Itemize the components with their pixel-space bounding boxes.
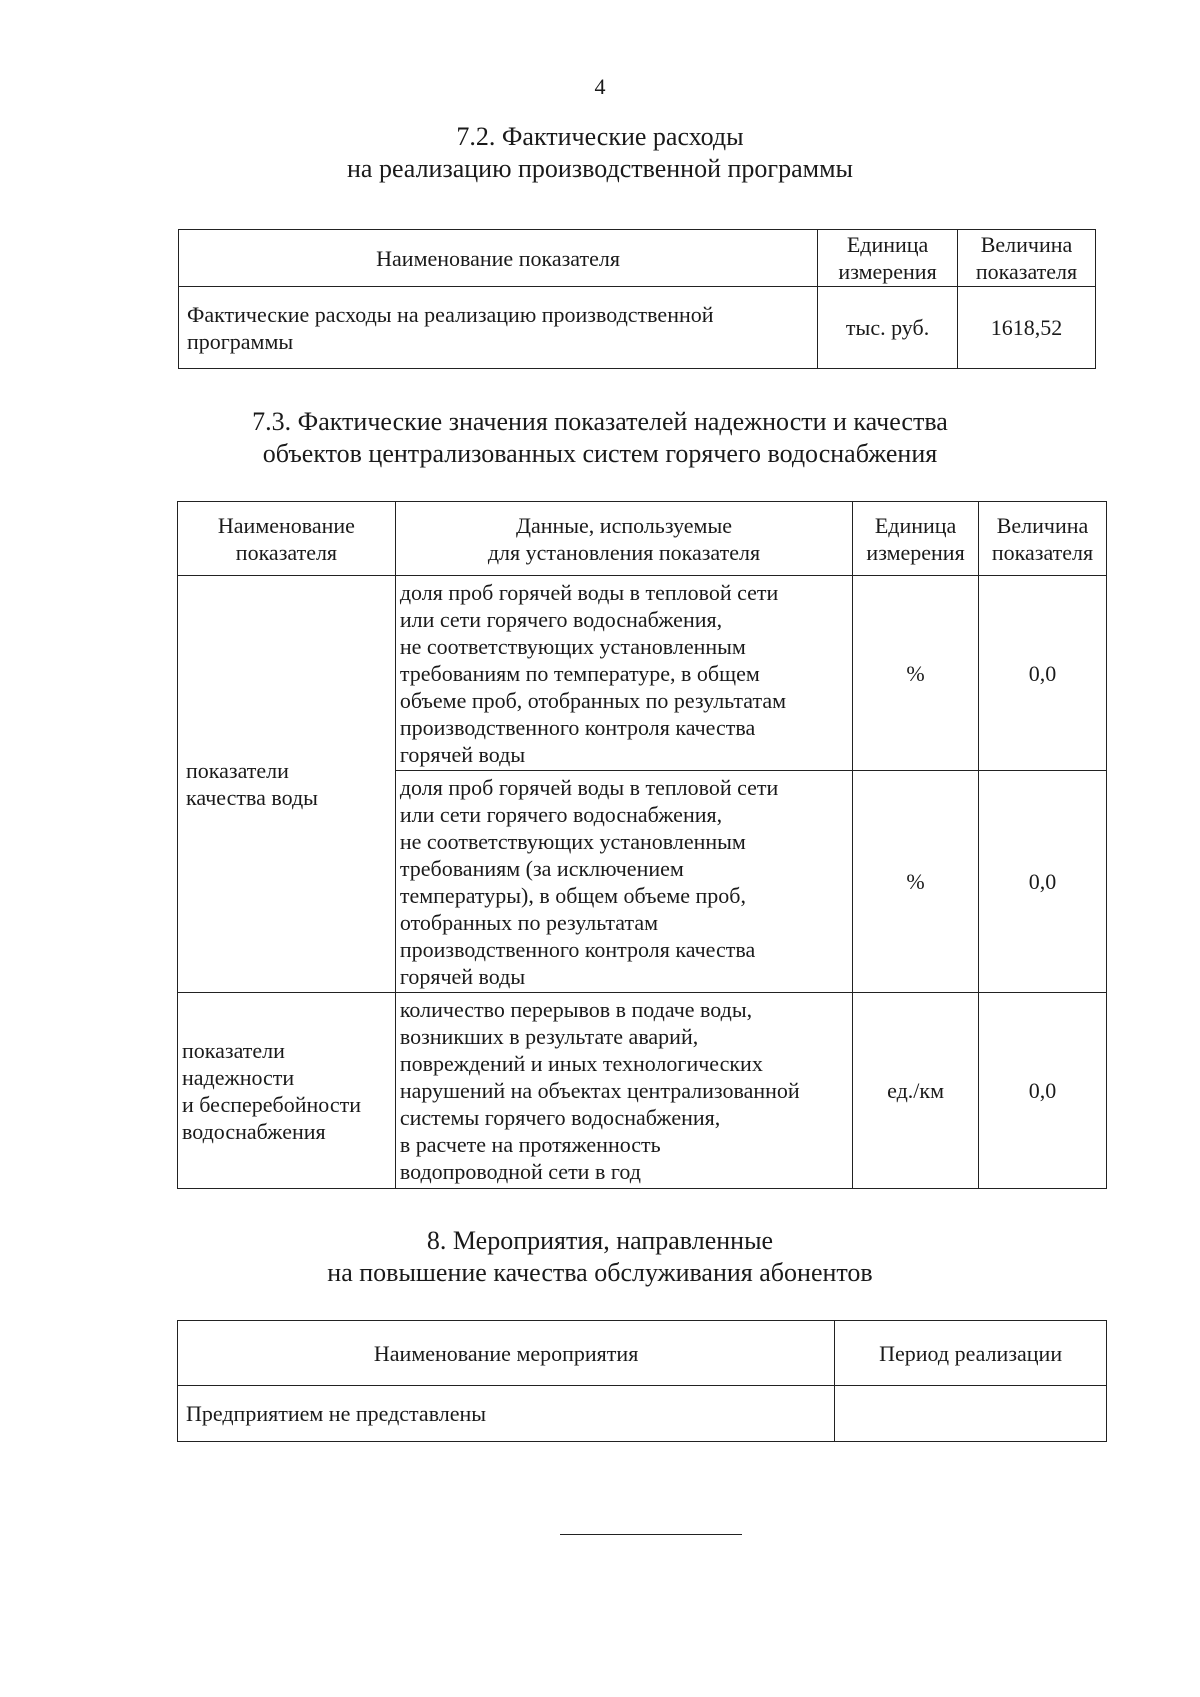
row3-line: в расчете на протяженность xyxy=(399,1132,661,1157)
row1-line: требованиям по температуре, в общем xyxy=(399,660,760,686)
row1-line: горячей воды xyxy=(399,741,526,767)
section-7-3-title-line2: объектов централизованных систем горячего водоснабжения xyxy=(262,439,938,468)
table-row xyxy=(178,576,1107,771)
expenses-name-line2: программы xyxy=(187,328,294,354)
row1-description xyxy=(395,576,852,771)
header-unit-line1: Единица xyxy=(846,232,929,257)
row1-line: производственного контроля качества xyxy=(399,714,756,740)
row3-value: 0,0 xyxy=(979,993,1107,1189)
header-period: Период реализации xyxy=(835,1321,1107,1386)
expenses-name-line1: Фактические расходы на реализацию производственной xyxy=(187,301,714,327)
header-measure-name: Наименование мероприятия xyxy=(178,1321,835,1386)
row2-unit: % xyxy=(853,771,979,993)
group1-name-line2: качества воды xyxy=(186,785,318,810)
row3-description xyxy=(395,993,852,1189)
page-number: 4 xyxy=(594,74,606,99)
section-8-title-line2: на повышение качества обслуживания абонентов xyxy=(327,1258,873,1287)
section-7-3-title xyxy=(0,406,1200,470)
row3-line: водопроводной сети в год xyxy=(399,1159,641,1184)
reliability-table xyxy=(177,501,1107,1189)
row2-line: доля проб горячей воды в тепловой сети xyxy=(399,774,779,800)
header-unit xyxy=(818,230,958,287)
group1-name-line1: показатели xyxy=(186,758,289,783)
reliability-group-name xyxy=(178,993,396,1189)
row2-line: требованиям (за исключением xyxy=(399,855,684,881)
row2-line: горячей воды xyxy=(399,963,526,989)
row3-unit: ед./км xyxy=(853,993,979,1189)
measure-name: Предприятием не представлены xyxy=(178,1386,835,1442)
section-7-2-title-line2: на реализацию производственной программы xyxy=(346,154,853,183)
row1-line: не соответствующих установленным xyxy=(399,633,746,659)
row3-line: системы горячего водоснабжения, xyxy=(399,1105,721,1130)
header-value-line2: показателя xyxy=(975,259,1078,284)
row3-line: повреждений и иных технологических xyxy=(399,1051,763,1076)
row2-line: или сети горячего водоснабжения, xyxy=(399,801,723,827)
row3-line: нарушений на объектах централизованной xyxy=(399,1078,800,1103)
header-unit-line1: Единица xyxy=(874,512,957,538)
header-value-line2: показателя xyxy=(991,539,1094,565)
header-value-line1: Величина xyxy=(980,232,1073,257)
expenses-table xyxy=(178,229,1096,369)
header-value xyxy=(958,230,1096,287)
group2-name-line: и бесперебойности xyxy=(182,1091,361,1117)
row2-value: 0,0 xyxy=(979,771,1107,993)
row2-line: не соответствующих установленным xyxy=(399,828,746,854)
measures-table xyxy=(177,1320,1107,1442)
row1-unit: % xyxy=(853,576,979,771)
section-7-2-title xyxy=(0,121,1200,185)
water-quality-group-name xyxy=(178,576,396,993)
row1-line: доля проб горячей воды в тепловой сети xyxy=(399,579,779,605)
group2-name-line: показатели xyxy=(182,1037,285,1063)
section-7-2-title-line1: 7.2. Фактические расходы xyxy=(456,122,744,151)
group2-name-line: водоснабжения xyxy=(182,1118,326,1144)
header-value xyxy=(979,502,1107,576)
header-indicator-name: Наименование показателя xyxy=(179,230,818,287)
table-row xyxy=(179,287,1096,369)
header-indicator-name xyxy=(178,502,396,576)
row2-line: отобранных по результатам xyxy=(399,909,659,935)
section-8-title-line1: 8. Мероприятия, направленные xyxy=(426,1226,774,1255)
end-divider xyxy=(560,1534,742,1535)
row2-description xyxy=(395,771,852,993)
group2-name-line: надежности xyxy=(182,1064,295,1090)
header-unit xyxy=(853,502,979,576)
header-value-line1: Величина xyxy=(996,512,1089,538)
expenses-table-header xyxy=(179,230,1096,287)
header-name-line1: Наименование xyxy=(217,512,355,538)
table-row xyxy=(178,1386,1107,1442)
expenses-value: 1618,52 xyxy=(958,287,1096,369)
expenses-indicator-name xyxy=(179,287,818,369)
row3-line: возникших в результате аварий, xyxy=(399,1024,699,1049)
header-unit-line2: измерения xyxy=(838,259,937,284)
expenses-unit: тыс. руб. xyxy=(818,287,958,369)
measure-period xyxy=(835,1386,1107,1442)
table-row xyxy=(178,993,1107,1189)
header-data-used xyxy=(395,502,852,576)
header-unit-line2: измерения xyxy=(866,539,965,565)
reliability-table-header xyxy=(178,502,1107,576)
header-name-line2: показателя xyxy=(235,539,338,565)
section-8-title xyxy=(0,1225,1200,1289)
measures-table-header xyxy=(178,1321,1107,1386)
header-data-line1: Данные, используемые xyxy=(515,512,733,538)
row2-line: производственного контроля качества xyxy=(399,936,756,962)
row1-value: 0,0 xyxy=(979,576,1107,771)
section-7-3-title-line1: 7.3. Фактические значения показателей надежности и качества xyxy=(252,407,948,436)
row1-line: объеме проб, отобранных по результатам xyxy=(399,687,787,713)
header-data-line2: для установления показателя xyxy=(487,539,761,565)
row2-line: температуры), в общем объеме проб, xyxy=(399,882,746,908)
row3-line: количество перерывов в подаче воды, xyxy=(399,997,753,1022)
row1-line: или сети горячего водоснабжения, xyxy=(399,606,723,632)
